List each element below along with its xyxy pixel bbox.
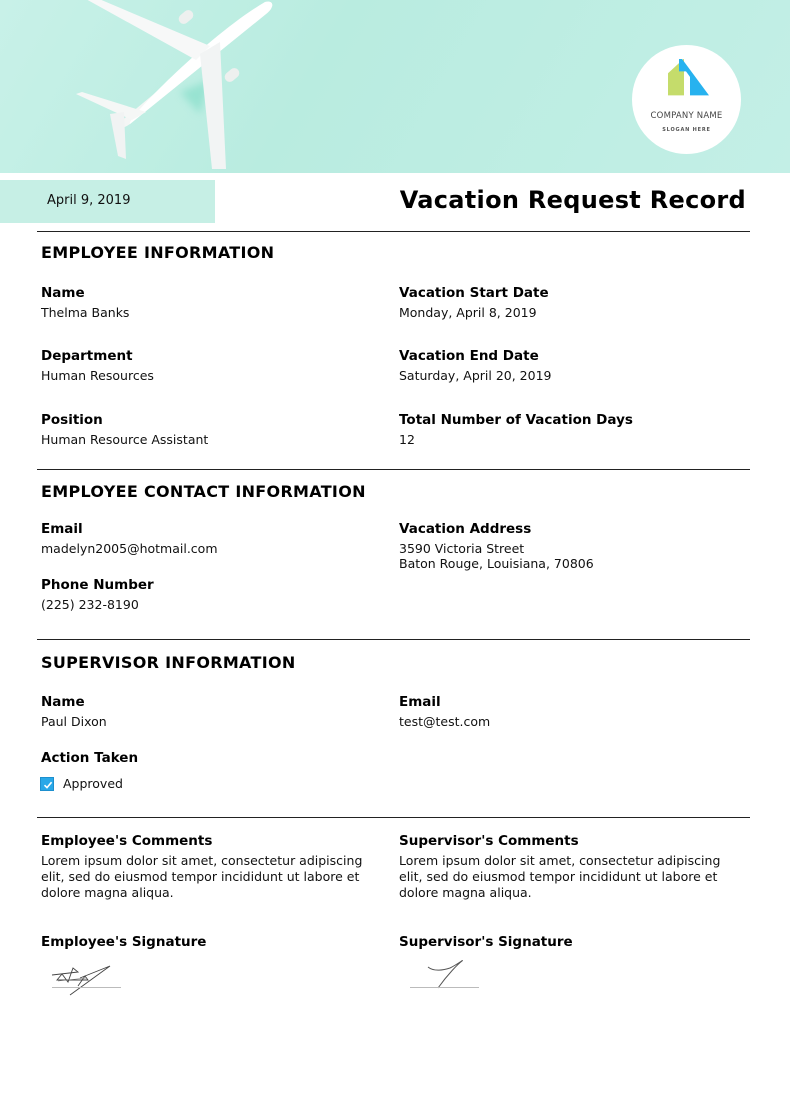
start-date-label: Vacation Start Date: [399, 285, 549, 301]
phone-label: Phone Number: [41, 577, 154, 593]
employee-comments-value: Lorem ipsum dolor sit amet, consectetur adipiscing elit, sed do eiusmod tempor incididunt ut labore et dolore magna aliqua.: [41, 853, 363, 900]
department-label: Department: [41, 348, 133, 364]
section-title-supervisor: SUPERVISOR INFORMATION: [41, 653, 296, 672]
end-date-label: Vacation End Date: [399, 348, 539, 364]
vacation-address-line2: Baton Rouge, Louisiana, 70806: [399, 556, 594, 571]
supervisor-signature-label: Supervisor's Signature: [399, 934, 573, 950]
supervisor-email-value: test@test.com: [399, 714, 491, 729]
record-date: April 9, 2019: [47, 193, 131, 208]
employee-name-label: Name: [41, 285, 85, 301]
section-title-employee-information: EMPLOYEE INFORMATION: [41, 243, 275, 262]
supervisor-signature-line: [410, 987, 479, 988]
employee-email-value: madelyn2005@hotmail.com: [41, 541, 218, 556]
logo-slogan: SLOGAN HERE: [662, 127, 711, 133]
phone-value: (225) 232-8190: [41, 597, 139, 612]
supervisor-name-value: Paul Dixon: [41, 714, 107, 729]
checkmark-icon: [42, 779, 54, 791]
total-days-value: 12: [399, 432, 415, 447]
employee-name-value: Thelma Banks: [41, 305, 130, 320]
divider: [37, 469, 750, 470]
employee-email-label: Email: [41, 521, 83, 537]
logo-company-name: COMPANY NAME: [650, 111, 723, 121]
header-banner: [0, 0, 790, 173]
supervisor-name-label: Name: [41, 694, 85, 710]
employee-signature-label: Employee's Signature: [41, 934, 207, 950]
supervisor-comments-label: Supervisor's Comments: [399, 833, 579, 849]
page-title: Vacation Request Record: [399, 186, 746, 214]
supervisor-signature-image: [420, 958, 470, 990]
divider: [37, 817, 750, 818]
employee-signature-image: [48, 960, 118, 996]
airplane-image: [60, 0, 290, 169]
position-value: Human Resource Assistant: [41, 432, 209, 447]
employee-comments-label: Employee's Comments: [41, 833, 213, 849]
total-days-label: Total Number of Vacation Days: [399, 412, 633, 428]
divider: [37, 639, 750, 640]
action-taken-label: Action Taken: [41, 750, 139, 766]
logo-mark-icon: [664, 59, 710, 105]
end-date-value: Saturday, April 20, 2019: [399, 368, 552, 383]
position-label: Position: [41, 412, 103, 428]
divider: [37, 231, 750, 232]
approved-checkbox[interactable]: [40, 777, 54, 791]
vacation-address-line1: 3590 Victoria Street: [399, 541, 525, 556]
supervisor-email-label: Email: [399, 694, 441, 710]
approved-option-label: Approved: [63, 776, 123, 791]
employee-signature-line: [52, 987, 121, 988]
start-date-value: Monday, April 8, 2019: [399, 305, 537, 320]
supervisor-comments-value: Lorem ipsum dolor sit amet, consectetur adipiscing elit, sed do eiusmod tempor incididunt ut labore et dolore magna aliqua.: [399, 853, 721, 900]
company-logo: [632, 45, 741, 154]
vacation-address-label: Vacation Address: [399, 521, 532, 537]
section-title-employee-contact: EMPLOYEE CONTACT INFORMATION: [41, 482, 366, 501]
date-band: [0, 180, 215, 223]
department-value: Human Resources: [41, 368, 154, 383]
